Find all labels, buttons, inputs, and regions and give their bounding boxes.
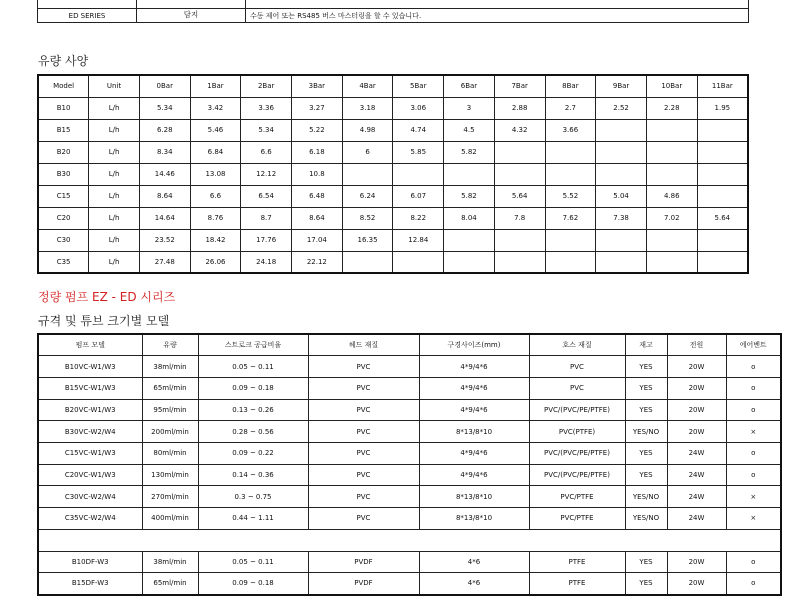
flow-cell: 4.86: [646, 185, 697, 207]
pump-cell: C15VC-W1/W3: [38, 442, 142, 464]
flow-header-cell: 5Bar: [393, 75, 444, 97]
flow-cell: C35: [38, 251, 89, 273]
pump-cell: o: [726, 377, 781, 399]
flow-header-cell: 7Bar: [494, 75, 545, 97]
flow-cell: 13.08: [190, 163, 241, 185]
pump-row: [38, 573, 781, 595]
flow-cell: 5.64: [697, 207, 748, 229]
flow-header-cell: 11Bar: [697, 75, 748, 97]
pump-cell: B15DF-W3: [38, 573, 142, 595]
pump-cell: YES/NO: [625, 421, 667, 443]
pump-row: [38, 399, 781, 421]
top-fragment-blank-right: [246, 0, 749, 9]
flow-cell: [596, 163, 647, 185]
flow-cell: 2.88: [494, 97, 545, 119]
pump-cell: 24W: [667, 486, 726, 508]
pump-cell: 20W: [667, 377, 726, 399]
middle-label: 담지: [137, 9, 246, 23]
pump-cell: o: [726, 442, 781, 464]
flow-cell: 5.04: [596, 185, 647, 207]
flow-cell: 2.28: [646, 97, 697, 119]
pump-cell: PVC/(PVC/PE/PTFE): [529, 464, 625, 486]
pump-header-cell: 구경사이즈(mm): [419, 334, 529, 356]
pump-cell: 4*9/4*6: [419, 356, 529, 378]
flow-cell: 3.18: [342, 97, 393, 119]
pump-cell: 270ml/min: [142, 486, 198, 508]
flow-row: [38, 141, 748, 163]
pump-cell: B15VC-W1/W3: [38, 377, 142, 399]
pump-cell: C35VC-W2/W4: [38, 508, 142, 530]
pump-cell: 4*9/4*6: [419, 377, 529, 399]
pump-cell: YES: [625, 551, 667, 573]
pump-cell: PVC: [308, 464, 419, 486]
flow-cell: L/h: [89, 207, 140, 229]
flow-cell: 27.48: [139, 251, 190, 273]
flow-cell: 6.18: [292, 141, 343, 163]
pump-cell: B10DF-W3: [38, 551, 142, 573]
flow-cell: L/h: [89, 251, 140, 273]
flow-cell: 3.42: [190, 97, 241, 119]
pump-cell: 20W: [667, 421, 726, 443]
flow-cell: 5.46: [190, 119, 241, 141]
pump-cell: 0.13 ~ 0.26: [198, 399, 308, 421]
flow-cell: 14.46: [139, 163, 190, 185]
flow-cell: B20: [38, 141, 89, 163]
flow-cell: C20: [38, 207, 89, 229]
pump-header-cell: 전원: [667, 334, 726, 356]
pump-model-table: [37, 333, 782, 596]
flow-cell: [646, 229, 697, 251]
flow-cell: [697, 163, 748, 185]
flow-cell: 8.64: [292, 207, 343, 229]
pump-cell: B20VC-W1/W3: [38, 399, 142, 421]
flow-cell: 8.04: [444, 207, 495, 229]
flow-header-cell: 6Bar: [444, 75, 495, 97]
flow-row: [38, 163, 748, 185]
flow-cell: [393, 163, 444, 185]
flow-cell: C15: [38, 185, 89, 207]
pump-cell: 0.14 ~ 0.36: [198, 464, 308, 486]
flow-cell: 1.95: [697, 97, 748, 119]
flow-header-cell: 2Bar: [241, 75, 292, 97]
flow-cell: [494, 163, 545, 185]
pump-cell: 80ml/min: [142, 442, 198, 464]
pump-cell: o: [726, 551, 781, 573]
flow-cell: 6.54: [241, 185, 292, 207]
flow-cell: 8.64: [139, 185, 190, 207]
flow-cell: 2.7: [545, 97, 596, 119]
flow-cell: [646, 163, 697, 185]
pump-header-cell: 헤드 재질: [308, 334, 419, 356]
flow-cell: 4.74: [393, 119, 444, 141]
flow-cell: [646, 141, 697, 163]
flow-cell: 7.02: [646, 207, 697, 229]
pump-cell: 200ml/min: [142, 421, 198, 443]
flow-row: [38, 207, 748, 229]
pump-cell: o: [726, 573, 781, 595]
flow-cell: 5.22: [292, 119, 343, 141]
pump-cell: 8*13/8*10: [419, 486, 529, 508]
pump-cell: 0.05 ~ 0.11: [198, 551, 308, 573]
pump-header-cell: 에어벤트: [726, 334, 781, 356]
pump-cell: 20W: [667, 551, 726, 573]
flow-header-cell: 8Bar: [545, 75, 596, 97]
flow-cell: 5.34: [241, 119, 292, 141]
pump-cell: ×: [726, 421, 781, 443]
pump-cell: C20VC-W1/W3: [38, 464, 142, 486]
top-fragment-blank: [38, 0, 137, 9]
flow-cell: 12.84: [393, 229, 444, 251]
pump-cell: o: [726, 399, 781, 421]
pump-cell: PVDF: [308, 551, 419, 573]
pump-cell: 20W: [667, 356, 726, 378]
flow-cell: [444, 251, 495, 273]
flow-cell: [494, 251, 545, 273]
pump-cell: o: [726, 464, 781, 486]
flow-header-cell: 9Bar: [596, 75, 647, 97]
pump-row: [38, 442, 781, 464]
flow-cell: 12.12: [241, 163, 292, 185]
pump-header-cell: 펌프 모델: [38, 334, 142, 356]
flow-cell: 5.82: [444, 141, 495, 163]
flow-cell: B15: [38, 119, 89, 141]
pump-row: [38, 464, 781, 486]
pump-cell: 24W: [667, 508, 726, 530]
pump-cell: PTFE: [529, 573, 625, 595]
pump-cell: PVC: [308, 486, 419, 508]
pump-cell: 4*9/4*6: [419, 442, 529, 464]
flow-row: [38, 229, 748, 251]
flow-cell: 6.07: [393, 185, 444, 207]
flow-row: [38, 97, 748, 119]
flow-cell: 6: [342, 141, 393, 163]
flow-cell: 3.36: [241, 97, 292, 119]
flow-cell: [545, 229, 596, 251]
flow-cell: [342, 251, 393, 273]
flow-cell: 26.06: [190, 251, 241, 273]
flow-cell: 24.18: [241, 251, 292, 273]
flow-spec-table: [37, 74, 749, 274]
pump-cell: ×: [726, 508, 781, 530]
flow-cell: 6.24: [342, 185, 393, 207]
flow-cell: 7.8: [494, 207, 545, 229]
flow-cell: [596, 229, 647, 251]
pump-cell: YES: [625, 573, 667, 595]
pump-cell: 20W: [667, 573, 726, 595]
pump-cell: YES: [625, 399, 667, 421]
flow-row: [38, 119, 748, 141]
flow-row: [38, 185, 748, 207]
flow-cell: L/h: [89, 119, 140, 141]
flow-cell: [697, 185, 748, 207]
flow-cell: [494, 141, 545, 163]
flow-cell: 18.42: [190, 229, 241, 251]
flow-cell: [596, 119, 647, 141]
pump-cell: 24W: [667, 442, 726, 464]
pump-cell: ×: [726, 486, 781, 508]
flow-cell: 6.48: [292, 185, 343, 207]
pump-cell: PVC: [308, 508, 419, 530]
pump-cell: o: [726, 356, 781, 378]
pump-cell: 400ml/min: [142, 508, 198, 530]
flow-cell: 8.22: [393, 207, 444, 229]
flow-header-cell: 4Bar: [342, 75, 393, 97]
flow-cell: L/h: [89, 185, 140, 207]
flow-cell: 4.5: [444, 119, 495, 141]
flow-cell: 3.66: [545, 119, 596, 141]
flow-cell: L/h: [89, 229, 140, 251]
pump-header-cell: 호스 재질: [529, 334, 625, 356]
flow-cell: 10.8: [292, 163, 343, 185]
pump-cell: YES: [625, 442, 667, 464]
flow-cell: [697, 229, 748, 251]
flow-section-title: 유량 사양: [38, 54, 89, 68]
flow-cell: [697, 141, 748, 163]
pump-cell: PVC: [308, 442, 419, 464]
pump-row: [38, 486, 781, 508]
flow-cell: B10: [38, 97, 89, 119]
flow-cell: [545, 251, 596, 273]
pump-cell: YES: [625, 464, 667, 486]
flow-cell: 2.52: [596, 97, 647, 119]
flow-cell: [697, 119, 748, 141]
flow-cell: [444, 229, 495, 251]
flow-header-cell: 3Bar: [292, 75, 343, 97]
pump-cell: YES: [625, 377, 667, 399]
pump-cell: PVC: [529, 356, 625, 378]
pump-cell: PVC/(PVC/PE/PTFE): [529, 399, 625, 421]
flow-cell: 16.35: [342, 229, 393, 251]
flow-cell: 6.6: [241, 141, 292, 163]
pump-cell: 0.05 ~ 0.11: [198, 356, 308, 378]
pump-cell: 20W: [667, 399, 726, 421]
flow-cell: 5.64: [494, 185, 545, 207]
flow-row: [38, 251, 748, 273]
flow-cell: 22.12: [292, 251, 343, 273]
pump-cell: 130ml/min: [142, 464, 198, 486]
flow-cell: 8.52: [342, 207, 393, 229]
flow-cell: 14.64: [139, 207, 190, 229]
flow-cell: 7.38: [596, 207, 647, 229]
pump-row: [38, 377, 781, 399]
pump-cell: 0.44 ~ 1.11: [198, 508, 308, 530]
flow-header-cell: 0Bar: [139, 75, 190, 97]
pump-cell: 4*6: [419, 551, 529, 573]
flow-cell: [545, 163, 596, 185]
pump-cell: B10VC-W1/W3: [38, 356, 142, 378]
flow-cell: 4.98: [342, 119, 393, 141]
pump-cell: PVC/(PVC/PE/PTFE): [529, 442, 625, 464]
pump-cell: YES/NO: [625, 508, 667, 530]
flow-cell: 6.6: [190, 185, 241, 207]
flow-cell: 23.52: [139, 229, 190, 251]
pump-cell: 8*13/8*10: [419, 508, 529, 530]
pump-cell: PVC(PTFE): [529, 421, 625, 443]
flow-cell: 5.82: [444, 185, 495, 207]
pump-cell: PVC: [308, 421, 419, 443]
pump-cell: B30VC-W2/W4: [38, 421, 142, 443]
flow-cell: [596, 251, 647, 273]
description-text: 수동 제어 또는 RS485 버스 마스터링을 할 수 있습니다.: [246, 9, 749, 23]
pump-cell: 38ml/min: [142, 551, 198, 573]
flow-cell: 6.84: [190, 141, 241, 163]
flow-cell: [545, 141, 596, 163]
flow-cell: L/h: [89, 97, 140, 119]
flow-cell: [646, 119, 697, 141]
top-fragment-mid-blank: [137, 0, 246, 9]
flow-header-cell: 10Bar: [646, 75, 697, 97]
pump-spacer-cell: [38, 529, 781, 551]
flow-cell: [494, 229, 545, 251]
pump-cell: PVC/PTFE: [529, 508, 625, 530]
pump-cell: PVC: [529, 377, 625, 399]
flow-cell: [342, 163, 393, 185]
flow-cell: C30: [38, 229, 89, 251]
flow-cell: [444, 163, 495, 185]
flow-header-cell: 1Bar: [190, 75, 241, 97]
pump-cell: YES/NO: [625, 486, 667, 508]
pump-cell: 8*13/8*10: [419, 421, 529, 443]
pump-cell: 4*9/4*6: [419, 399, 529, 421]
flow-cell: 17.04: [292, 229, 343, 251]
pump-cell: 95ml/min: [142, 399, 198, 421]
flow-cell: 8.76: [190, 207, 241, 229]
pump-cell: PVC: [308, 399, 419, 421]
pump-row: [38, 551, 781, 573]
pump-row: [38, 356, 781, 378]
flow-cell: 5.52: [545, 185, 596, 207]
pump-header-row: [38, 334, 781, 356]
flow-cell: [596, 141, 647, 163]
flow-cell: 5.85: [393, 141, 444, 163]
pump-cell: PVC: [308, 356, 419, 378]
flow-cell: 6.28: [139, 119, 190, 141]
flow-cell: 4.32: [494, 119, 545, 141]
flow-cell: 3.06: [393, 97, 444, 119]
pump-cell: 0.09 ~ 0.22: [198, 442, 308, 464]
pump-cell: PVC: [308, 377, 419, 399]
pump-cell: 38ml/min: [142, 356, 198, 378]
pump-cell: 0.3 ~ 0.75: [198, 486, 308, 508]
flow-header-cell: Unit: [89, 75, 140, 97]
flow-cell: [646, 251, 697, 273]
pump-section-title: 정량 펌프 EZ - ED 시리즈: [38, 290, 176, 304]
pump-header-cell: 스트로크 공급비율: [198, 334, 308, 356]
pump-row: [38, 508, 781, 530]
flow-cell: 7.62: [545, 207, 596, 229]
pump-header-cell: 재고: [625, 334, 667, 356]
flow-cell: 17.76: [241, 229, 292, 251]
pump-cell: 24W: [667, 464, 726, 486]
flow-cell: 8.7: [241, 207, 292, 229]
pump-header-cell: 유량: [142, 334, 198, 356]
pump-cell: PVC/PTFE: [529, 486, 625, 508]
pump-cell: 4*6: [419, 573, 529, 595]
pump-cell: 65ml/min: [142, 377, 198, 399]
flow-header-row: [38, 75, 748, 97]
pump-cell: 65ml/min: [142, 573, 198, 595]
flow-cell: 5.34: [139, 97, 190, 119]
flow-cell: [697, 251, 748, 273]
pump-cell: PTFE: [529, 551, 625, 573]
pump-row: [38, 421, 781, 443]
pump-section-subtitle: 규격 및 튜브 크기별 모델: [38, 314, 170, 328]
pump-spacer-row: [38, 529, 781, 551]
pump-cell: 0.09 ~ 0.18: [198, 573, 308, 595]
series-label: ED SERIES: [38, 9, 137, 23]
flow-cell: [393, 251, 444, 273]
pump-cell: PVDF: [308, 573, 419, 595]
flow-cell: 8.34: [139, 141, 190, 163]
flow-cell: 3: [444, 97, 495, 119]
flow-cell: L/h: [89, 141, 140, 163]
pump-cell: 0.09 ~ 0.18: [198, 377, 308, 399]
flow-cell: B30: [38, 163, 89, 185]
pump-cell: 4*9/4*6: [419, 464, 529, 486]
pump-cell: YES: [625, 356, 667, 378]
flow-header-cell: Model: [38, 75, 89, 97]
flow-cell: L/h: [89, 163, 140, 185]
top-fragment-table: [37, 0, 749, 23]
pump-cell: C30VC-W2/W4: [38, 486, 142, 508]
pump-cell: 0.28 ~ 0.56: [198, 421, 308, 443]
flow-cell: 3.27: [292, 97, 343, 119]
